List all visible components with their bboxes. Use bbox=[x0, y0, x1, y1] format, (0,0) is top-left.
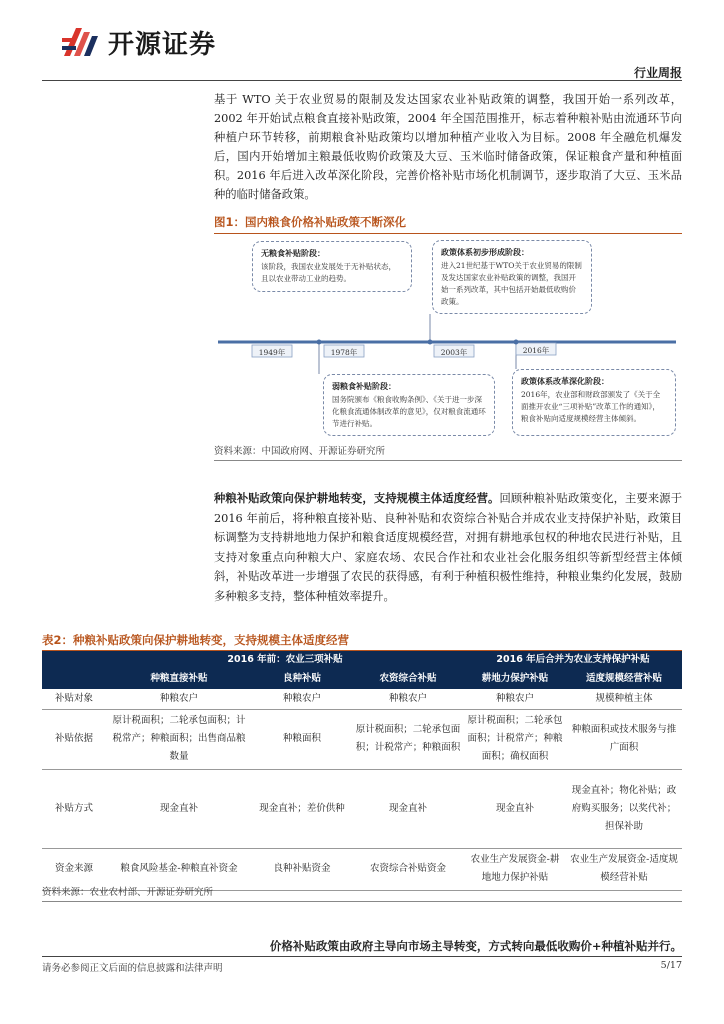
column-header: 良种补贴 bbox=[252, 669, 352, 689]
table-cell: 现金直补 bbox=[106, 769, 252, 848]
company-logo bbox=[60, 22, 216, 62]
table-cell: 农资综合补贴资金 bbox=[352, 848, 464, 890]
tick-1978 bbox=[317, 340, 322, 345]
callout-text: 该阶段，我国农业发展处于无补贴状态，且以农业带动工业的趋势。 bbox=[261, 262, 396, 283]
paragraph-text: 回顾种粮补贴政策变化，主要来源于 2016 年前后，将种粮直接补贴、良种补贴和农资综合补贴合并成农业支持保护补贴，政策目标调整为支持耕地地力保护和粮食适度规模经营，对拥有耕地承包权的种地农民进行补贴，且支持对象重点向种粮大户、家庭农场、农民合作社和农业社会化服务组织等新型经营主体倾斜，补贴改革进一步增强了农民的获得感，有利于种植积极性维持，种粮业集约化发展，鼓励多种粮多支持，整体种植效率提升。 bbox=[214, 492, 682, 603]
figure-title: 图1：国内粮食价格补贴政策不断深化 bbox=[214, 215, 406, 229]
page-number: 5/17 bbox=[660, 960, 682, 971]
figure-bottom-rule bbox=[214, 460, 682, 461]
body-paragraph-2 bbox=[214, 489, 682, 606]
table-row bbox=[42, 689, 682, 709]
footer-divider bbox=[42, 956, 682, 957]
row-label: 补贴对象 bbox=[42, 689, 106, 709]
table-cell: 种粮面积 bbox=[252, 709, 352, 769]
table-cell: 规模种植主体 bbox=[566, 689, 682, 709]
table-cell: 农业生产发展资金-适度规模经营补贴 bbox=[566, 848, 682, 890]
table-title: 表2：种粮补贴政策向保护耕地转变，支持规模主体适度经营 bbox=[42, 633, 349, 647]
table-cell: 粮食风险基金-种粮直补资金 bbox=[106, 848, 252, 890]
tick-2003 bbox=[428, 340, 433, 345]
paragraph-lead: 种粮补贴政策向保护耕地转变，支持规模主体适度经营。 bbox=[214, 491, 500, 505]
tick-2016 bbox=[514, 340, 519, 345]
column-header: 适度规模经营补贴 bbox=[566, 669, 682, 689]
callout-weak-subsidy bbox=[323, 374, 495, 436]
table-cell: 原计税面积；二轮承包面积；计税常产；种粮面积 bbox=[352, 709, 464, 769]
table-cell: 原计税面积；二轮承包面积；计税常产；种粮面积；出售商品粮数量 bbox=[106, 709, 252, 769]
group-header-before: 2016 年前：农业三项补贴 bbox=[106, 651, 464, 669]
table-header-row bbox=[42, 669, 682, 689]
callout-title: 无粮食补贴阶段： bbox=[261, 248, 325, 258]
subsidy-table bbox=[42, 651, 682, 891]
callout-reform-deepening bbox=[512, 369, 676, 436]
body-paragraph-1: 基于 WTO 关于农业贸易的限制及发达国家农业补贴政策的调整，我国开始一系列改革，2002 年开始试点粮食直接补贴政策，2004 年全国范围推开，标志着种粮补贴由流通环节向种植户环节转移，前期粮食补贴政策均以增加种植产业收入为目标。2008 年全融危机爆发后，国内开始增加主粮最低收购价政策及大豆、玉米临时储备政策，保证粮食产量和种植面积。2016 年后进入改革深化阶段，完善价格补贴市场化机制调节，逐步取消了大豆、玉米品种的临时储备政策。 bbox=[214, 93, 682, 201]
table-cell: 现金直补 bbox=[352, 769, 464, 848]
callout-system-formation bbox=[432, 240, 592, 314]
row-label: 补贴方式 bbox=[42, 769, 106, 848]
table-source: 资料来源：农业农村部、开源证券研究所 bbox=[42, 887, 214, 898]
table-row bbox=[42, 709, 682, 769]
report-type: 行业周报 bbox=[633, 66, 682, 80]
group-header-after: 2016 年后合并为农业支持保护补贴 bbox=[464, 651, 682, 669]
row-label: 资金来源 bbox=[42, 848, 106, 890]
column-header: 农资综合补贴 bbox=[352, 669, 464, 689]
table-cell: 良种补贴资金 bbox=[252, 848, 352, 890]
table-cell: 种粮农户 bbox=[252, 689, 352, 709]
callout-text: 进入21世纪基于WTO关于农业贸易的限制及发达国家农业补贴政策的调整，我国开始一系列改革，其中包括开始最低收购价政策。 bbox=[441, 261, 582, 306]
callout-title: 弱粮食补贴阶段： bbox=[332, 381, 396, 391]
year-label-1978: 1978年 bbox=[330, 348, 358, 357]
callout-title: 政策体系初步形成阶段： bbox=[441, 247, 529, 257]
table-corner bbox=[42, 651, 106, 669]
table-cell: 种粮农户 bbox=[352, 689, 464, 709]
year-label-2003: 2003年 bbox=[440, 348, 468, 357]
row-label: 补贴依据 bbox=[42, 709, 106, 769]
table-bottom-rule bbox=[42, 901, 682, 902]
company-name: 开源证券 bbox=[108, 29, 217, 60]
figure-title-rule bbox=[214, 233, 682, 234]
table-cell: 原计税面积；二轮承包面积；计税常产；种粮面积；确权面积 bbox=[464, 709, 566, 769]
table-cell: 种粮农户 bbox=[106, 689, 252, 709]
year-label-1949: 1949年 bbox=[258, 348, 286, 357]
figure-source: 资料来源：中国政府网、开源证券研究所 bbox=[214, 446, 386, 457]
header-divider bbox=[42, 80, 682, 81]
column-header: 种粮直接补贴 bbox=[106, 669, 252, 689]
table-row bbox=[42, 769, 682, 848]
table-cell: 现金直补 bbox=[464, 769, 566, 848]
table-cell: 种粮面积或技术服务与推广面积 bbox=[566, 709, 682, 769]
section-summary-heading: 价格补贴政策由政府主导向市场主导转变，方式转向最低收购价+种植补贴并行。 bbox=[269, 939, 682, 953]
table-cell: 种粮农户 bbox=[464, 689, 566, 709]
table-cell: 农业生产发展资金-耕地地力保护补贴 bbox=[464, 848, 566, 890]
table-cell: 现金直补；差价供种 bbox=[252, 769, 352, 848]
callout-no-subsidy bbox=[252, 241, 412, 292]
logo-mark-icon bbox=[60, 22, 102, 62]
column-header bbox=[42, 669, 106, 689]
column-header: 耕地力保护补贴 bbox=[464, 669, 566, 689]
callout-text: 国务院颁布《粮食收购条例》、《关于进一步深化粮食流通体制改革的意见》，仅对粮食流通环节进行补贴。 bbox=[332, 395, 486, 428]
table-group-row bbox=[42, 651, 682, 669]
year-label-2016: 2016年 bbox=[522, 346, 550, 355]
callout-title: 政策体系改革深化阶段： bbox=[521, 376, 609, 386]
footer-disclaimer: 请务必参阅正文后面的信息披露和法律声明 bbox=[42, 963, 223, 974]
table-cell: 现金直补；物化补贴；政府购买服务；以奖代补；担保补助 bbox=[566, 769, 682, 848]
callout-text: 2016年，农业部和财政部颁发了《关于全面推开农业“三项补贴”改革工作的通知》，粮食补贴向适度规模经营主体倾斜。 bbox=[521, 390, 661, 423]
